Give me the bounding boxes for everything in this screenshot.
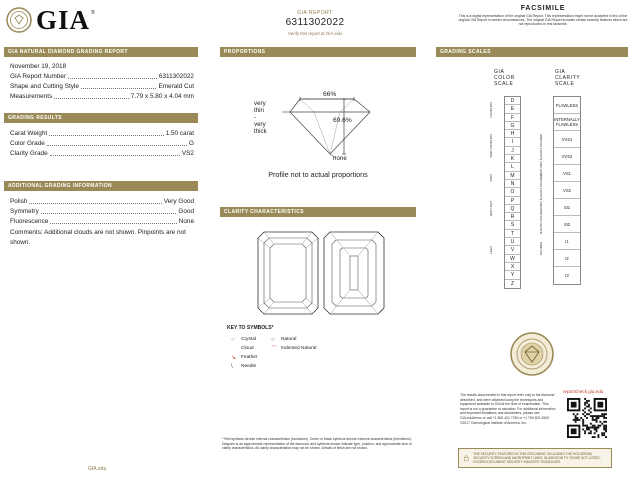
key-item: ⌒ Indented Natural bbox=[271, 346, 317, 353]
indented-natural-icon: ⌒ bbox=[271, 347, 278, 353]
clarity-grade-cell: VS2 bbox=[554, 182, 580, 199]
natural-icon: ○ bbox=[271, 336, 275, 343]
key-item: · Cloud bbox=[231, 345, 254, 352]
clarity-grade-cell: FLAWLESS bbox=[554, 97, 580, 114]
facsimile-block bbox=[458, 5, 628, 27]
color-group-labels: COLORLESS NEAR COLORLESS FAINT VERY LIGHT LIGHT bbox=[490, 102, 493, 254]
report-row: Shape and Cutting Style Emerald Cut bbox=[10, 83, 194, 90]
color-grade-cell: N bbox=[505, 180, 520, 188]
qr-code-icon[interactable] bbox=[567, 398, 607, 438]
facsimile-note: This is a digital representation of the original GIA Report. This representation might not be accepted in lieu of the original GIA Report in certain circumstances. The original GIA Report includes certain security features which are not reproduced on this facsimile. bbox=[458, 14, 628, 27]
report-date: November 19, 2018 bbox=[10, 63, 67, 70]
reportcheck-link[interactable]: reportcheck.gia.edu bbox=[563, 389, 604, 394]
clarity-grade-cell: SI1 bbox=[554, 199, 580, 216]
color-grade-cell: F bbox=[505, 114, 520, 122]
color-grade-cell: I bbox=[505, 138, 520, 146]
verify-link[interactable]: Verify this report at GIA.edu bbox=[288, 31, 342, 36]
additional-rows bbox=[4, 191, 198, 248]
clarity-grade-cell: I2 bbox=[554, 250, 580, 267]
result-row: Color Grade G bbox=[10, 140, 194, 147]
clarity-grade-cell: VVS2 bbox=[554, 148, 580, 165]
color-grade-cell: G bbox=[505, 122, 520, 130]
results-rows bbox=[4, 123, 198, 159]
report-header bbox=[255, 10, 375, 36]
comments bbox=[10, 228, 194, 248]
additional-row: Fluorescence None bbox=[10, 218, 194, 225]
security-text: THE SECURITY FEATURES IN THIS DOCUMENT, INCLUDING THE HOLOGRAM, SECURITY SCREEN AND MICROPRINT LINES, IN ADDITION TO THOSE NOT LISTED, EXCEED DOCUMENT SECURITY INDUSTRY GUIDELINES. bbox=[473, 451, 601, 465]
facsimile-title: FACSIMILE bbox=[520, 5, 566, 12]
report-number: 6311302022 bbox=[285, 17, 345, 28]
color-grade-cell: D bbox=[505, 97, 520, 105]
color-grade-cell: J bbox=[505, 147, 520, 155]
depth-pct: 69.6% bbox=[333, 117, 352, 124]
key-item: ○ Crystal bbox=[231, 336, 256, 343]
clarity-plot-pavilion bbox=[322, 230, 386, 316]
key-title: KEY TO SYMBOLS* bbox=[227, 325, 274, 331]
color-grade-cell: K bbox=[505, 155, 520, 163]
color-scale bbox=[504, 96, 521, 289]
crystal-icon: ○ bbox=[231, 336, 235, 343]
color-grade-cell: Y bbox=[505, 271, 520, 279]
clarity-scale bbox=[553, 96, 581, 285]
color-grade-cell: V bbox=[505, 246, 520, 254]
result-row: Carat Weight 1.50 carat bbox=[10, 130, 194, 137]
proportions-diagram bbox=[270, 92, 390, 164]
needle-icon: \ bbox=[231, 363, 233, 370]
report-row: GIA Report Number 6311302022 bbox=[10, 73, 194, 80]
comments-text: Additional clouds are not shown. Pinpoints are not shown. bbox=[10, 229, 186, 246]
clarity-plot-crown bbox=[256, 230, 320, 316]
clarity-footnote: * Red symbols denote internal characteristics (inclusions). Green or black symbols denote external characteristics (blemishes). Diagram is an approximate representation of the diamond, and symbols shown indicate type, position, and approximate size of clarity characteristics. All clarity characteristics may not be shown. Details of finish are not shown. bbox=[222, 437, 412, 451]
footer-website[interactable]: GIA.edu bbox=[88, 466, 107, 472]
color-grade-cell: W bbox=[505, 255, 520, 263]
additional-heading: ADDITIONAL GRADING INFORMATION bbox=[4, 181, 198, 191]
clarity-heading: CLARITY CHARACTERISTICS bbox=[220, 207, 416, 217]
gia-logo-text: GIA bbox=[36, 4, 91, 35]
gia-seal-icon bbox=[6, 7, 32, 33]
clarity-grade-cell: I1 bbox=[554, 233, 580, 250]
grading-results-heading: GRADING RESULTS bbox=[4, 113, 198, 123]
color-grade-cell: R bbox=[505, 213, 520, 221]
lock-icon bbox=[463, 450, 469, 466]
color-grade-cell: S bbox=[505, 221, 520, 229]
clarity-group-labels: VERY VERY SLIGHTLY INCLUDED VERY SLIGHTLY INCLUDED SLIGHTLY INCLUDED INCLUDED bbox=[540, 134, 543, 256]
color-grade-cell: Q bbox=[505, 205, 520, 213]
color-grade-cell: P bbox=[505, 197, 520, 205]
clarity-scale-title: GIA CLARITY SCALE bbox=[555, 69, 581, 87]
clarity-grade-cell: VVS1 bbox=[554, 131, 580, 148]
report-row: Measurements 7.79 x 5.80 x 4.04 mm bbox=[10, 93, 194, 100]
key-item: \ Needle bbox=[231, 363, 257, 370]
proportions-girdle-label: very thin - very thick bbox=[254, 100, 267, 135]
grading-scales-heading: GRADING SCALES bbox=[436, 47, 628, 57]
additional-row: Polish Very Good bbox=[10, 198, 194, 205]
report-rows bbox=[4, 72, 198, 102]
clarity-grade-cell: INTERNALLY FLAWLESS bbox=[554, 114, 580, 131]
report-label: GIA REPORT bbox=[297, 10, 333, 16]
color-grade-cell: Z bbox=[510, 280, 515, 287]
color-scale-title: GIA COLOR SCALE bbox=[494, 69, 515, 87]
cloud-icon: · bbox=[231, 345, 233, 352]
grading-report-heading: GIA NATURAL DIAMOND GRADING REPORT bbox=[4, 47, 198, 57]
color-grade-cell: X bbox=[505, 263, 520, 271]
table-pct: 66% bbox=[323, 91, 337, 98]
key-item: ○ Natural bbox=[271, 336, 297, 343]
gia-seal-icon bbox=[510, 332, 554, 376]
key-item: ↘ Feather bbox=[231, 355, 258, 361]
middle-column bbox=[220, 47, 416, 57]
color-grade-cell: U bbox=[505, 238, 520, 246]
proportions-heading: PROPORTIONS bbox=[220, 47, 416, 57]
clarity-grade-cell: SI2 bbox=[554, 216, 580, 233]
additional-row: Symmetry Good bbox=[10, 208, 194, 215]
clarity-grade-cell: I3 bbox=[565, 273, 569, 278]
proportions-caption: Profile not to actual proportions bbox=[268, 170, 368, 179]
key-col-2 bbox=[271, 335, 341, 353]
color-grade-cell: L bbox=[505, 163, 520, 171]
footer-disclaimer: The results documented in this report refer only to the diamond described, and were obtained using the techniques and equipment available to GIA at the time of examination. This report is not a guarantee or valuation. For additional information and important limitations and disclaimers, please see GIA.edu/terms or call +1 800 421 7250 or +1 760 603 4500. ©2017 Gemological Institute of America, Inc. bbox=[460, 393, 556, 425]
color-grade-cell: M bbox=[505, 172, 520, 180]
culet: none bbox=[333, 155, 347, 162]
color-grade-cell: T bbox=[505, 230, 520, 238]
color-grade-cell: E bbox=[505, 105, 520, 113]
color-grade-cell: O bbox=[505, 188, 520, 196]
key-col-1 bbox=[231, 335, 275, 371]
color-grade-cell: H bbox=[505, 130, 520, 138]
left-column bbox=[4, 47, 198, 248]
feather-icon: ↘ bbox=[231, 355, 237, 361]
comments-label: Comments: bbox=[10, 229, 43, 236]
clarity-grade-cell: VS1 bbox=[554, 165, 580, 182]
security-strip bbox=[458, 448, 612, 468]
result-row: Clarity Grade VS2 bbox=[10, 150, 194, 157]
gia-logo: GIA ® bbox=[6, 6, 114, 34]
